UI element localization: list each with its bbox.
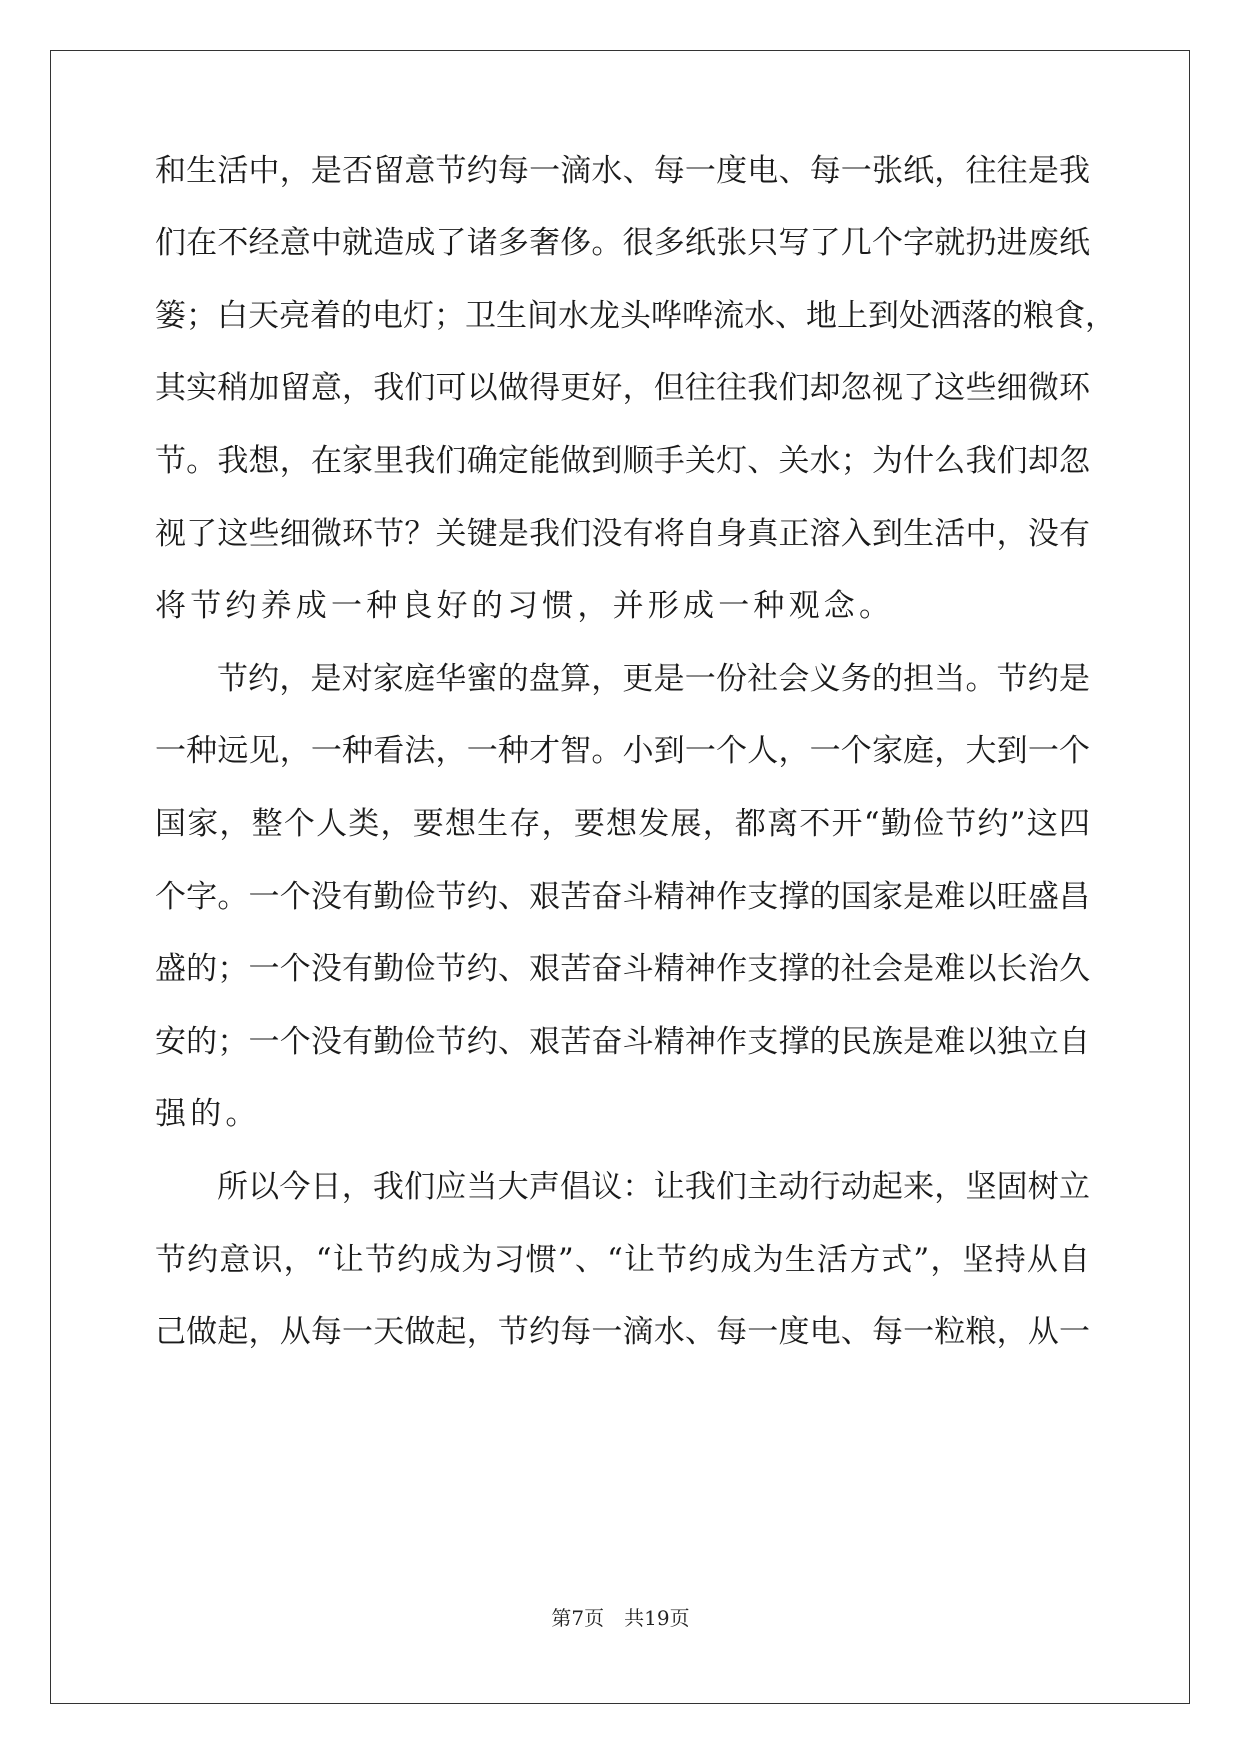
text-line: 盛的；一个没有勤俭节约、艰苦奋斗精神作支撑的社会是难以长治久 [155, 951, 1090, 987]
page-number: 第7页 共19页 [551, 1606, 690, 1630]
paragraph-first-line: 所以今日，我们应当大声倡议：让我们主动行动起来，坚固树立 [217, 1169, 1090, 1205]
text-line: 强的。 [155, 1096, 261, 1132]
text-line: 视了这些细微环节？关键是我们没有将自身真正溶入到生活中，没有 [155, 516, 1090, 552]
text-line: 安的；一个没有勤俭节约、艰苦奋斗精神作支撑的民族是难以独立自 [155, 1024, 1090, 1060]
text-line: 己做起，从每一天做起，节约每一滴水、每一度电、每一粒粮，从一 [155, 1314, 1090, 1350]
text-line: 将节约养成一种良好的习惯，并形成一种观念。 [155, 588, 895, 624]
text-line: 个字。一个没有勤俭节约、艰苦奋斗精神作支撑的国家是难以旺盛昌 [155, 879, 1090, 915]
text-line: 节。我想，在家里我们确定能做到顺手关灯、关水；为什么我们却忽 [155, 443, 1090, 479]
paragraph-first-line: 节约，是对家庭华蜜的盘算，更是一份社会义务的担当。节约是 [217, 661, 1090, 697]
text-line: 篓；白天亮着的电灯；卫生间水龙头哗哗流水、地上到处洒落的粮食， [155, 298, 1116, 334]
text-line: 和生活中，是否留意节约每一滴水、每一度电、每一张纸，往往是我 [155, 153, 1090, 189]
text-line: 们在不经意中就造成了诸多奢侈。很多纸张只写了几个字就扔进废纸 [155, 225, 1090, 261]
text-line: 一种远见，一种看法，一种才智。小到一个人，一个家庭，大到一个 [155, 733, 1090, 769]
text-line: 国家，整个人类，要想生存，要想发展，都离不开“勤俭节约”这四 [155, 806, 1090, 842]
text-line: 其实稍加留意，我们可以做得更好，但往往我们却忽视了这些细微环 [155, 370, 1090, 406]
text-line: 节约意识，“让节约成为习惯”、“让节约成为生活方式”，坚持从自 [155, 1242, 1090, 1278]
